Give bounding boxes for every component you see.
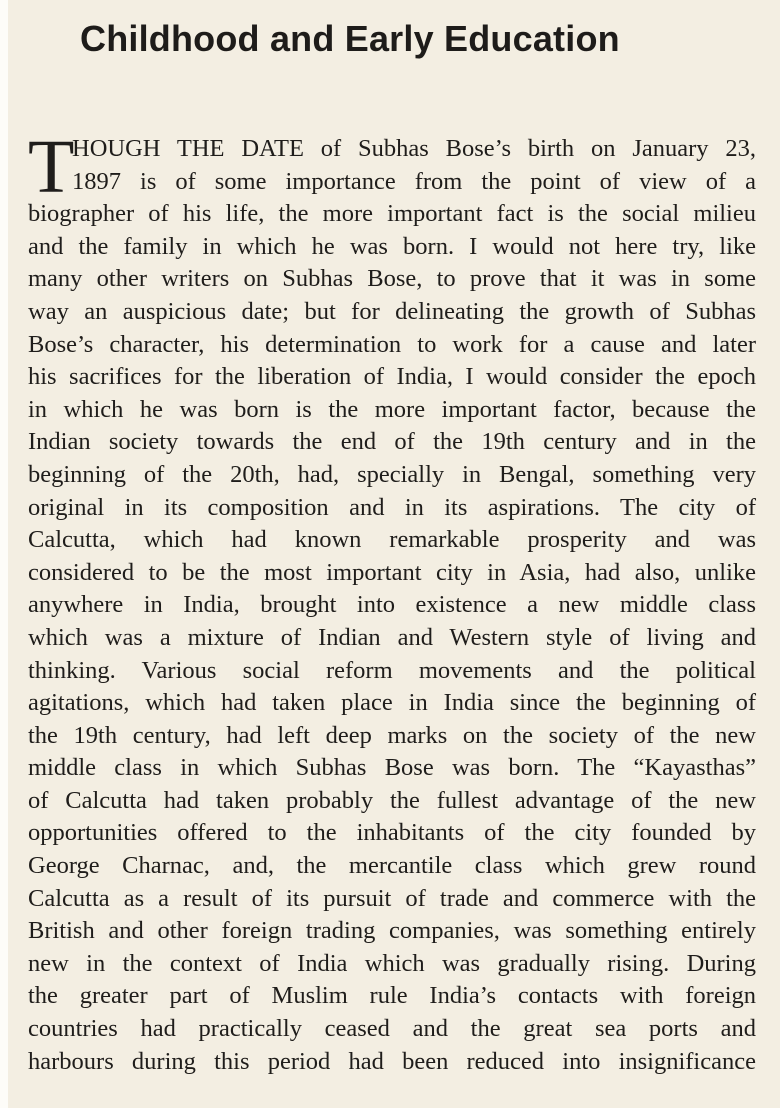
text-line-content: original in its composition and in its aspirations. The city of	[28, 493, 756, 521]
text-line	[28, 231, 756, 264]
text-line	[28, 720, 756, 753]
text-line	[28, 1013, 756, 1046]
text-line-content: Calcutta as a result of its pursuit of trade and commerce with the	[28, 884, 756, 912]
text-line-content: Calcutta, which had known remarkable prosperity and was	[28, 526, 756, 554]
text-line	[28, 655, 756, 688]
text-line	[28, 785, 756, 818]
text-line-content: the greater part of Muslim rule India’s contacts with foreign	[28, 982, 756, 1010]
text-line-content: in which he was born is the more important factor, because the	[28, 395, 756, 423]
text-line	[28, 459, 756, 492]
text-line-content: the 19th century, had left deep marks on the society of the new	[28, 721, 756, 749]
text-line	[28, 1046, 756, 1079]
text-line	[28, 198, 756, 231]
text-line	[28, 524, 756, 557]
text-line-content: harbours during this period had been reduced into insignificance	[28, 1047, 756, 1075]
text-line	[28, 263, 756, 296]
text-line-content: Indian society towards the end of the 19th century and in the	[28, 428, 756, 456]
text-line-content: beginning of the 20th, had, specially in Bengal, something very	[28, 460, 756, 488]
text-line-content: 1897 is of some importance from the point of view of a	[72, 167, 756, 195]
text-line	[28, 883, 756, 916]
text-line	[28, 394, 756, 427]
text-line-content: considered to be the most important city in Asia, had also, unlike	[28, 558, 756, 586]
text-line-content: British and other foreign trading companies, was something entirely	[28, 917, 756, 945]
text-line-content: biographer of his life, the more important fact is the social milieu	[28, 200, 756, 228]
text-line	[28, 687, 756, 720]
text-line-content: and the family in which he was born. I would not here try, like	[28, 232, 756, 260]
text-line-content: Bose’s character, his determination to work for a cause and later	[28, 330, 756, 358]
text-line-content: of Calcutta had taken probably the fullest advantage of the new	[28, 786, 756, 814]
text-line	[28, 361, 756, 394]
text-line	[28, 915, 756, 948]
text-line-content: which was a mixture of Indian and Western style of living and	[28, 623, 756, 651]
text-line-content: middle class in which Subhas Bose was born. The “Kayasthas”	[28, 754, 756, 782]
text-line-content: HOUGH THE DATE of Subhas Bose’s birth on January 23,	[72, 135, 756, 162]
text-line-content: new in the context of India which was gradually rising. During	[28, 949, 756, 977]
text-line	[28, 426, 756, 459]
text-line	[28, 622, 756, 655]
text-line	[28, 133, 756, 166]
text-line	[28, 166, 756, 199]
text-line	[28, 296, 756, 329]
text-line-content: George Charnac, and, the mercantile class which grew round	[28, 852, 756, 880]
chapter-body	[28, 125, 756, 1078]
text-line-content: many other writers on Subhas Bose, to prove that it was in some	[28, 265, 756, 293]
text-line-content: opportunities offered to the inhabitants of the city founded by	[28, 819, 756, 847]
text-line	[28, 850, 756, 883]
text-line	[28, 817, 756, 850]
text-line	[28, 329, 756, 362]
page-edge	[0, 0, 8, 1108]
drop-cap: T	[28, 125, 75, 209]
text-line	[28, 948, 756, 981]
text-line	[28, 492, 756, 525]
text-line	[28, 980, 756, 1013]
text-line-content: countries had practically ceased and the great sea ports and	[28, 1015, 756, 1043]
chapter-title: Childhood and Early Education	[80, 18, 620, 59]
text-line-content: thinking. Various social reform movements and the political	[28, 656, 756, 684]
text-line-content: agitations, which had taken place in India since the beginning of	[28, 689, 756, 717]
book-page	[8, 0, 780, 1108]
text-line-content: way an auspicious date; but for delineating the growth of Subhas	[28, 297, 756, 325]
text-line	[28, 589, 756, 622]
text-line-content: his sacrifices for the liberation of India, I would consider the epoch	[28, 363, 756, 391]
text-line-content: anywhere in India, brought into existence a new middle class	[28, 591, 756, 619]
text-line	[28, 752, 756, 785]
text-line	[28, 557, 756, 590]
